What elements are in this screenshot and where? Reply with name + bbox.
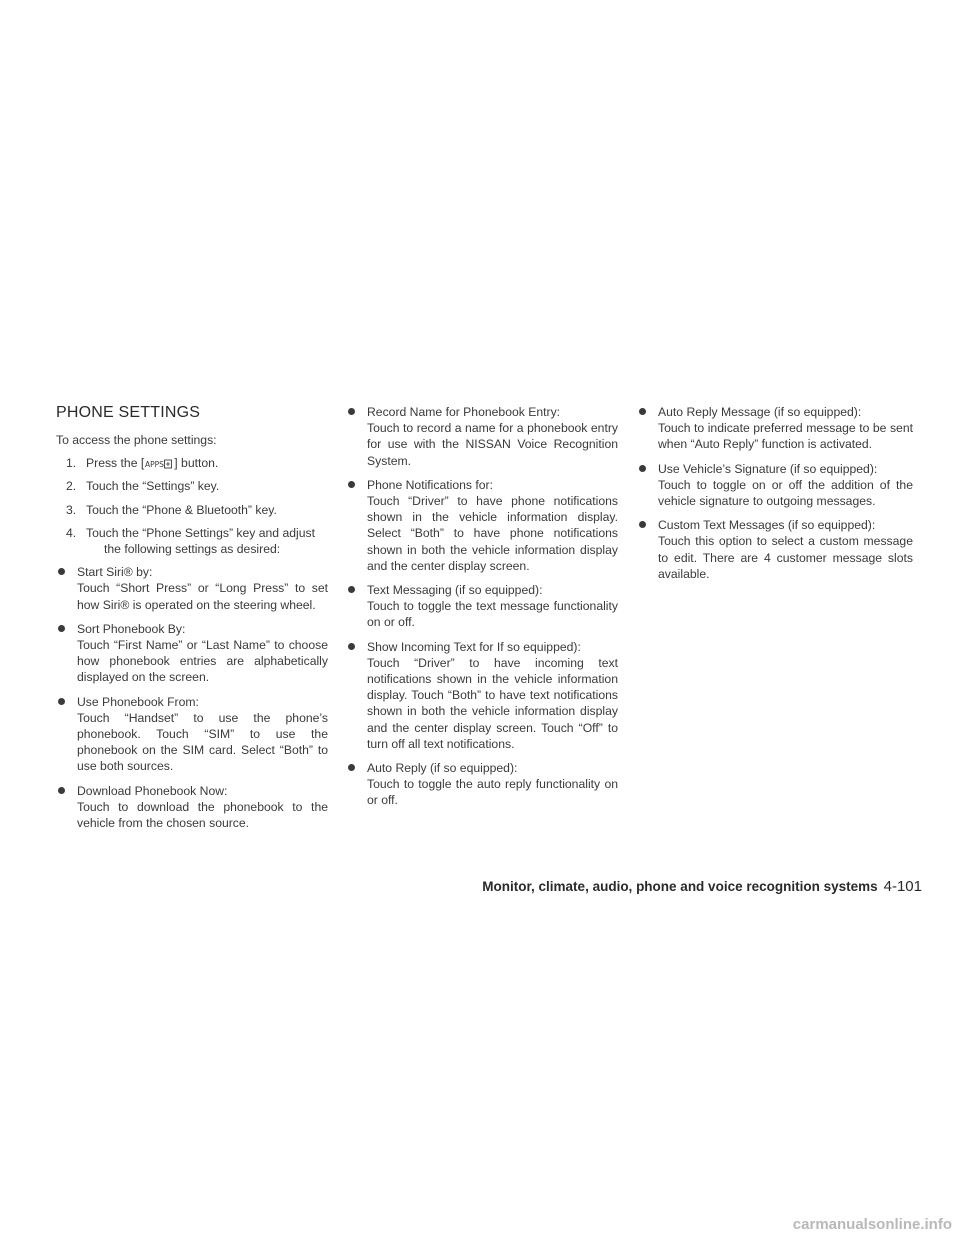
- bullet-dot: [58, 698, 65, 705]
- bullet-dot: [348, 643, 355, 650]
- column-1: [56, 432, 328, 839]
- step-2: 2. Touch the “Settings” key.: [66, 479, 220, 494]
- bullet-show-incoming-text: Show Incoming Text for If so equipped): Touch “Driver” to have incoming text notifications shown in the vehicle information display. Touch “Both” to have text notifications shown in both the vehicle information display and the center display screen. Touch “Off” to turn off all text notifications.: [346, 639, 618, 752]
- bullet-dot: [639, 408, 646, 415]
- step-1: 1. Press the [ APPS ] button.: [66, 456, 219, 471]
- step-3: 3. Touch the “Phone & Bluetooth” key.: [66, 502, 277, 517]
- apps-button-icon: [145, 459, 173, 469]
- bullet-text-messaging: Text Messaging (if so equipped): Touch to toggle the text message functionality on or off.: [346, 582, 618, 631]
- page-number: 4-101: [883, 878, 922, 895]
- bullet-sort-phonebook: Sort Phonebook By: Touch “First Name” or “Last Name” to choose how phonebook entries are alphabetically displayed on the screen.: [56, 621, 328, 686]
- bullet-phone-notifications: Phone Notifications for: Touch “Driver” to have phone notifications shown in the vehicle information display. Select “Both” to have phone notifications shown in both the vehicle information display and the center display screen.: [346, 477, 618, 574]
- bullet-download-phonebook: Download Phonebook Now: Touch to download the phonebook to the vehicle from the chosen source.: [56, 783, 328, 832]
- bullet-start-siri: Start Siri® by: Touch “Short Press” or “Long Press” to set how Siri® is operated on the steering wheel.: [56, 564, 328, 613]
- section-heading: PHONE SETTINGS: [56, 404, 201, 421]
- bullet-dot: [348, 586, 355, 593]
- bullet-custom-text-messages: Custom Text Messages (if so equipped): Touch this option to select a custom message to edit. There are 4 customer message slots available.: [637, 517, 913, 582]
- bullet-dot: [639, 465, 646, 472]
- bullet-auto-reply-message: Auto Reply Message (if so equipped): Touch to indicate preferred message to be sent when “Auto Reply” function is activated.: [637, 404, 913, 453]
- bullet-dot: [58, 625, 65, 632]
- page-footer: [482, 878, 922, 895]
- bullet-dot: [58, 787, 65, 794]
- bullet-dot: [639, 521, 646, 528]
- column-2: [346, 404, 618, 817]
- bullet-vehicle-signature: Use Vehicle’s Signature (if so equipped): Touch to toggle on or off the addition of the vehicle signature to outgoing messages.: [637, 461, 913, 510]
- footer-section-title: Monitor, climate, audio, phone and voice recognition systems: [482, 879, 878, 894]
- step-4: 4. Touch the “Phone Settings” key and adjust the following settings as desired:: [66, 525, 315, 557]
- intro-text: To access the phone settings:: [56, 433, 217, 447]
- bullet-record-name: Record Name for Phonebook Entry: Touch to record a name for a phonebook entry for use with the NISSAN Voice Recognition System.: [346, 404, 618, 469]
- bullet-dot: [348, 481, 355, 488]
- bullet-dot: [348, 408, 355, 415]
- bullet-auto-reply: Auto Reply (if so equipped): Touch to toggle the auto reply functionality on or off.: [346, 760, 618, 809]
- svg-text:APPS: APPS: [145, 459, 165, 469]
- bullet-use-phonebook: Use Phonebook From: Touch “Handset” to use the phone’s phonebook. Touch “SIM” to use the phonebook on the SIM card. Select “Both” to use both sources.: [56, 694, 328, 775]
- column-3: [637, 404, 913, 590]
- bullet-dot: [348, 764, 355, 771]
- bullet-dot: [58, 568, 65, 575]
- watermark: carmanualsonline.info: [792, 1216, 952, 1233]
